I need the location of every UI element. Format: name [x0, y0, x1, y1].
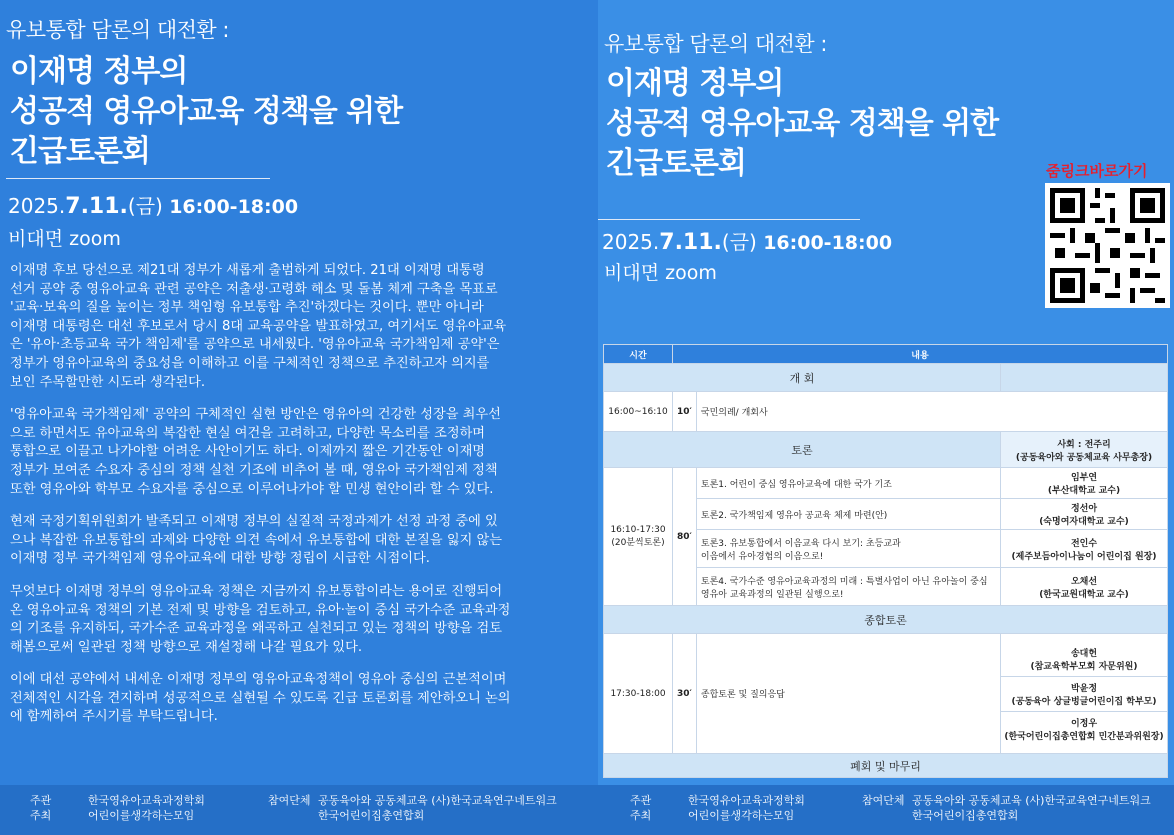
talk-speaker — [1001, 468, 1168, 499]
proposal-text — [10, 262, 586, 741]
speaker-affiliation: (부산대학교 교수) — [1047, 486, 1121, 496]
schedule-table — [603, 344, 1168, 778]
title-line: 성공적 영유아교육 정책을 위한 — [606, 106, 999, 141]
panelist — [1001, 642, 1167, 677]
paragraph: 이에 대선 공약에서 내세운 이재명 정부의 영유아교육정책이 영유아 중심의 근본적이며 전체적인 시각을 견지하며 성공적으로 실현될 수 있도록 긴급 토론회를 제안하오니 논의 에 함께하여 주시기를 부탁드립니다. — [10, 672, 511, 725]
section-discussion: 토론 — [604, 432, 1001, 468]
paragraph: 이재명 후보 당선으로 제21대 정부가 새롭게 출범하게 되었다. 21대 이재명 대통령 선거 공약 중 영유아교육 관련 공약은 저출생·고령화 해소 및 돌봄 체계 구축을 목표로 '교육·보육의 질을 높이는 정부 책임형 유보통합 추진'하겠다는 것이다. 뿐만 아니라 이재명 대통령은 대선 후보로서 당시 8대 교육공약을 발표하였고, 여기서도 영유아교육 은 '유아·초등교육 국가 책임제'를 공약으로 내세웠다. '영유아교육 국가책임제 공약'은 정부가 영유아교육의 중요성을 이해하고 이를 구체적인 정책으로 추진하고자 의지를 보인 주목할만한 시도라 생각된다. — [10, 263, 507, 390]
paragraph: 무엇보다 이재명 정부의 영유아교육 정책은 지금까지 유보통합이라는 용어로 진행되어 온 영유아교육 정책의 기본 전제 및 방향을 검토하고, 유아·놀이 중심 국가수준 교육과정 의 기조를 유지하되, 국가수준 교육과정을 왜곡하고 실천되고 있는 정책의 방향을 검토 해봄으로써 일관된 정책 방향으로 재설정해 나갈 필요가 있다. — [10, 583, 511, 655]
date-time: 16:00-18:00 — [169, 196, 299, 218]
title-line: 긴급토론회 — [10, 134, 150, 169]
panelist-affiliation: (참교육학부모회 자문위원) — [1030, 661, 1138, 672]
date-day: 7.11. — [65, 194, 128, 219]
panelist — [1001, 677, 1167, 712]
talk-speaker — [1001, 530, 1168, 568]
event-date — [8, 190, 298, 219]
host-label: 주관 주최 — [30, 794, 52, 822]
talk-topic: 토론1. 어린이 중심 영유아교육에 대한 국가 기조 — [696, 468, 1000, 499]
opening-duration: 10′ — [673, 392, 697, 432]
general-duration: 30′ — [673, 634, 697, 754]
talk-speaker — [1001, 568, 1168, 606]
partner-orgs: 공동육아와 공동체교육 (사)한국교육연구네트워크 한국어린이집총연합회 — [318, 794, 557, 822]
speaker-name: 임부연 — [1070, 473, 1098, 483]
speaker-affiliation: (숙명여자대학교 교수) — [1039, 517, 1129, 527]
panelist-name: 박윤정 — [1070, 683, 1098, 694]
talk-topic: 토론3. 유보통합에서 이음교육 다시 보기: 초등교과 이음에서 유아경험의 이음으로! — [696, 530, 1000, 568]
event-mode: 비대면 zoom — [8, 228, 121, 250]
opening-time: 16:00~16:10 — [604, 392, 673, 432]
section-general: 종합토론 — [604, 606, 1168, 634]
speaker-affiliation: (제주보듬아이나눔이 어린이집 원장) — [1011, 551, 1157, 562]
paragraph: 현재 국정기획위원회가 발족되고 이재명 정부의 실질적 국정과제가 선정 과정 중에 있 으나 복잡한 유보통합의 과제와 다양한 의견 속에서 유보통합에 대한 본질을 잃지 않는 이재명 정부 국가책임제 영유아교육에 대한 방향 정립이 시급한 시점이다. — [10, 514, 502, 567]
event-date — [602, 226, 892, 255]
col-header-content: 내용 — [673, 345, 1168, 364]
event-title — [606, 64, 998, 184]
panelist-affiliation: (공동육아 상글벙글어린이집 학부모) — [1011, 696, 1157, 707]
event-mode: 비대면 zoom — [604, 262, 717, 284]
title-line: 긴급토론회 — [606, 146, 746, 181]
speaker-name: 전인수 — [1070, 538, 1098, 549]
general-item: 종합토론 및 질의응답 — [696, 634, 1000, 754]
opening-item: 국민의례/ 개회사 — [696, 392, 1167, 432]
speaker-name: 정선아 — [1070, 504, 1098, 514]
panelist-affiliation: (한국어린이집총연합회 민간분과위원장) — [1004, 731, 1164, 742]
section-filler — [1001, 364, 1168, 392]
zoom-link-label[interactable]: 줌링크바로가기 — [1046, 162, 1148, 180]
date-day: 7.11. — [659, 230, 722, 255]
host-orgs: 한국영유아교육과정학회 어린이를생각하는모임 — [688, 794, 805, 822]
event-title — [10, 52, 402, 172]
partner-orgs: 공동육아와 공동체교육 (사)한국교육연구네트워크 한국어린이집총연합회 — [912, 794, 1151, 822]
title-line: 이재명 정부의 — [606, 66, 784, 101]
date-year: 2025. — [602, 230, 660, 254]
host-orgs: 한국영유아교육과정학회 어린이를생각하는모임 — [88, 794, 205, 822]
date-year: 2025. — [8, 194, 66, 218]
panelist-name: 이정우 — [1070, 718, 1098, 729]
partner-label: 참여단체 — [862, 794, 905, 807]
moderator-cell — [1001, 432, 1168, 468]
talk-speaker — [1001, 499, 1168, 530]
date-time: 16:00-18:00 — [763, 232, 893, 254]
section-closing: 폐회 및 마무리 — [604, 754, 1168, 778]
panelist — [1001, 712, 1167, 746]
panelist-name: 송대헌 — [1070, 648, 1098, 659]
date-weekday: (금) — [721, 230, 757, 254]
date-weekday: (금) — [127, 194, 163, 218]
divider — [6, 178, 270, 179]
talk-topic: 토론4. 국가수준 영유아교육과정의 미래 : 특별사업이 아닌 유아놀이 중심 영유아 교육과정의 일관된 실행으로! — [696, 568, 1000, 606]
general-time: 17:30-18:00 — [604, 634, 673, 754]
col-header-time: 시간 — [604, 345, 673, 364]
panel-list — [1001, 634, 1168, 754]
partner-label: 참여단체 — [268, 794, 311, 807]
section-opening: 개 회 — [604, 364, 1001, 392]
divider — [598, 219, 860, 220]
moderator-affiliation: (공동육아와 공동체교육 사무총장) — [1015, 452, 1153, 463]
title-line: 이재명 정부의 — [10, 54, 188, 89]
title-line: 성공적 영유아교육 정책을 위한 — [10, 94, 403, 129]
paragraph: '영유아교육 국가책임제' 공약의 구체적인 실현 방안은 영유아의 건강한 성장을 최우선 으로 하면서도 유아교육의 복잡한 현실 여건을 고려하고, 다양한 목소리를 조정하며 통합으로 이끌고 나가야할 어려운 사안이기도 하다. 이제까지 짧은 기간동안 이재명 정부가 보여준 수요자 중심의 정책 실천 기조에 비추어 볼 때, 영유아 국가책임제 정책 또한 영유아와 학부모 수요자를 중심으로 이루어나가야 할 민생 현안이라 할 수 있다. — [10, 407, 501, 497]
host-label: 주관 주최 — [630, 794, 652, 822]
event-kicker: 유보통합 담론의 대전환 : — [604, 32, 827, 56]
qr-code-icon[interactable] — [1045, 183, 1170, 308]
speaker-name: 오채선 — [1070, 576, 1098, 587]
moderator-name: 사회 : 전주리 — [1057, 439, 1111, 450]
discussion-duration: 80′ — [673, 468, 697, 606]
event-kicker: 유보통합 담론의 대전환 : — [6, 18, 229, 42]
discussion-time: 16:10-17:30 (20분씩토론) — [604, 468, 673, 606]
footer — [0, 785, 1174, 835]
speaker-affiliation: (한국교원대학교 교수) — [1039, 589, 1129, 600]
talk-topic: 토론2. 국가책임제 영유아 공교육 체제 마련(안) — [696, 499, 1000, 530]
